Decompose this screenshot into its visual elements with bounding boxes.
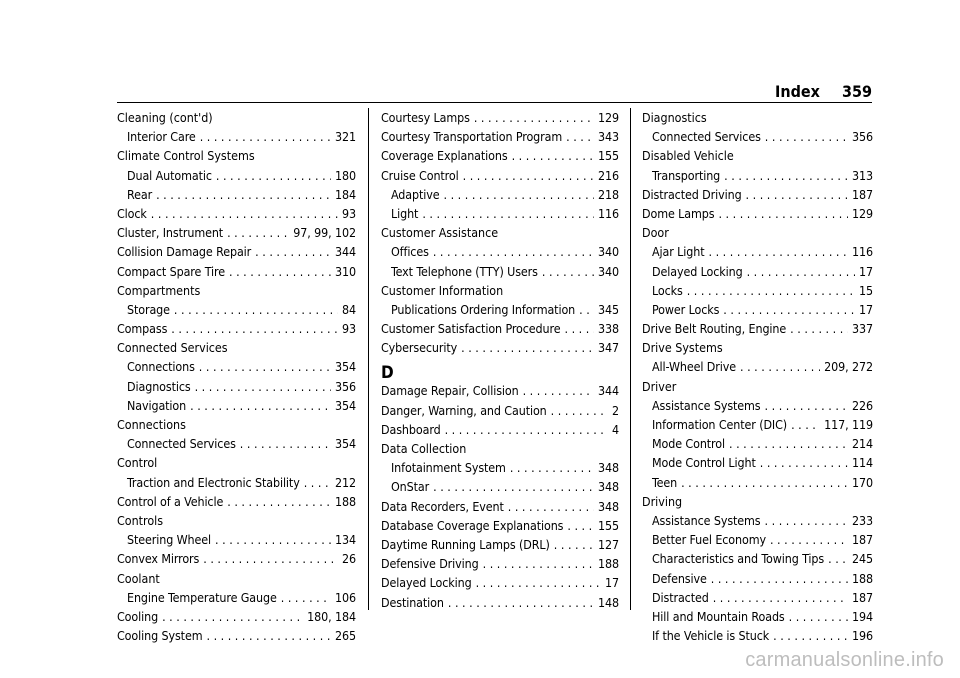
entry-page-ref: 15 — [859, 282, 873, 298]
entry-label: Distracted — [652, 589, 709, 605]
dot-leader — [463, 168, 594, 183]
dot-leader — [203, 551, 338, 566]
dot-leader — [554, 537, 594, 552]
dot-leader — [227, 225, 289, 240]
entry-label: Customer Satisfaction Procedure — [381, 321, 561, 337]
dot-leader — [765, 398, 848, 413]
index-entry — [381, 321, 619, 340]
dot-leader — [151, 206, 338, 221]
entry-label: Defensive Driving — [381, 556, 479, 572]
dot-leader — [215, 532, 331, 547]
entry-label: Infotainment System — [391, 460, 506, 476]
entry-label: Connections — [127, 359, 195, 375]
entry-label: Distracted Driving — [642, 186, 742, 202]
index-entry — [117, 551, 356, 570]
entry-page-ref: 155 — [598, 517, 619, 533]
entry-page-ref: 187 — [852, 589, 873, 605]
index-heading: Connections — [117, 417, 186, 432]
index-subentry — [381, 460, 619, 479]
index-entry — [381, 537, 619, 556]
entry-page-ref: 196 — [852, 628, 873, 644]
dot-leader — [190, 398, 331, 413]
index-heading: Climate Control Systems — [117, 148, 255, 164]
entry-label: Storage — [127, 301, 170, 317]
entry-label: Collision Damage Repair — [117, 244, 252, 260]
index-entry — [381, 340, 619, 359]
dot-leader — [765, 129, 848, 144]
index-subentry — [642, 513, 873, 532]
entry-label: Courtesy Lamps — [381, 110, 470, 125]
entry-label: Courtesy Transportation Program — [381, 129, 563, 145]
dot-leader — [508, 499, 594, 514]
index-entry — [117, 321, 356, 340]
entry-page-ref: 17 — [859, 301, 873, 317]
dot-leader — [770, 532, 848, 547]
index-entry — [117, 494, 356, 513]
footer — [0, 648, 960, 678]
entry-label: Delayed Locking — [652, 263, 743, 279]
entry-label: Publications Ordering Information — [391, 301, 576, 317]
entry-label: Hill and Mountain Roads — [652, 608, 785, 624]
dot-leader — [724, 168, 848, 183]
entry-page-ref: 17 — [859, 263, 873, 279]
entry-label: Dual Automatic — [127, 167, 212, 183]
entry-label: Delayed Locking — [381, 575, 472, 591]
dot-leader — [200, 129, 331, 144]
dot-leader — [567, 518, 594, 533]
entry-page-ref: 218 — [598, 186, 619, 202]
index-entry — [381, 383, 619, 402]
entry-label: Better Fuel Economy — [652, 532, 766, 548]
entry-page-ref: 106 — [335, 589, 356, 605]
dot-leader — [510, 460, 594, 475]
entry-page-ref: 212 — [335, 474, 356, 490]
entry-label: Connected Services — [652, 129, 761, 145]
index-subentry — [117, 129, 356, 148]
entry-page-ref: 347 — [598, 340, 619, 356]
dot-leader — [162, 609, 303, 624]
entry-label: Light — [391, 205, 419, 221]
index-letter-heading: D — [381, 363, 394, 384]
index-entry — [117, 609, 356, 628]
index-subentry — [381, 187, 619, 206]
index-heading: Controls — [117, 512, 164, 528]
dot-leader — [461, 340, 594, 355]
entry-label: Traction and Electronic Stability — [127, 474, 300, 490]
dot-leader — [199, 359, 331, 374]
entry-page-ref: 340 — [598, 244, 619, 260]
entry-page-ref: 187 — [852, 186, 873, 202]
entry-page-ref: 180, 184 — [307, 608, 356, 624]
index-subentry — [117, 168, 356, 187]
index-subentry — [642, 590, 873, 609]
index-entry — [117, 244, 356, 263]
dot-leader — [240, 436, 331, 451]
entry-page-ref: 187 — [852, 532, 873, 548]
dot-leader — [709, 244, 849, 259]
entry-label: Characteristics and Towing Tips — [652, 551, 825, 567]
entry-label: Danger, Warning, and Caution — [381, 402, 547, 418]
entry-page-ref: 180 — [335, 167, 356, 183]
index-subentry — [642, 264, 873, 283]
entry-label: Damage Repair, Collision — [381, 383, 519, 399]
entry-label: Assistance Systems — [652, 397, 761, 413]
dot-leader — [445, 422, 608, 437]
header-rule — [117, 102, 872, 103]
index-entry — [117, 206, 356, 225]
dot-leader — [566, 129, 594, 144]
index-subentry — [381, 264, 619, 283]
watermark-text[interactable]: carmanualsonline.info — [745, 649, 944, 671]
entry-page-ref: 114 — [852, 455, 873, 471]
index-entry — [381, 403, 619, 422]
index-heading: Data Collection — [381, 441, 467, 456]
entry-label: Adaptive — [391, 186, 440, 202]
dot-leader — [281, 590, 331, 605]
dot-leader — [740, 359, 820, 374]
entry-label: Teen — [652, 474, 678, 490]
entry-page-ref: 194 — [852, 608, 873, 624]
index-entry — [381, 499, 619, 518]
entry-label: Information Center (DIC) — [652, 417, 788, 432]
index-subentry — [642, 302, 873, 321]
entry-page-ref: 345 — [598, 301, 619, 317]
dot-leader — [729, 436, 848, 451]
index-subentry — [642, 532, 873, 551]
entry-page-ref: 97, 99, 102 — [293, 225, 356, 241]
entry-page-ref: 188 — [335, 493, 356, 509]
dot-leader — [542, 264, 594, 279]
entry-page-ref: 209, 272 — [824, 359, 873, 375]
dot-leader — [227, 494, 331, 509]
dot-leader — [579, 302, 594, 317]
index-heading: Driving — [642, 493, 683, 509]
page-header — [775, 82, 872, 101]
entry-label: Dashboard — [381, 421, 441, 437]
entry-label: Defensive — [652, 570, 707, 586]
dot-leader — [765, 513, 848, 528]
entry-label: OnStar — [391, 479, 430, 495]
index-entry — [117, 628, 356, 647]
index-subentry — [117, 532, 356, 551]
index-entry — [117, 225, 356, 244]
entry-page-ref: 343 — [598, 129, 619, 145]
column-divider — [368, 108, 369, 610]
entry-label: Locks — [652, 282, 683, 298]
index-heading: Coolant — [117, 570, 160, 586]
index-entry — [642, 206, 873, 225]
dot-leader — [171, 321, 338, 336]
dot-leader — [174, 302, 338, 317]
entry-page-ref: 116 — [598, 205, 619, 221]
entry-label: Navigation — [127, 397, 187, 413]
entry-label: Cybersecurity — [381, 340, 458, 356]
entry-label: Drive Belt Routing, Engine — [642, 321, 787, 337]
entry-page-ref: 226 — [852, 397, 873, 413]
dot-leader — [255, 244, 331, 259]
dot-leader — [304, 475, 331, 490]
entry-page-ref: 348 — [598, 479, 619, 495]
entry-label: Ajar Light — [652, 244, 705, 260]
entry-label: Compass — [117, 321, 168, 337]
dot-leader — [216, 168, 331, 183]
index-entry — [381, 168, 619, 187]
index-subentry — [381, 206, 619, 225]
entry-label: Daytime Running Lamps (DRL) — [381, 536, 550, 552]
index-heading: Driver — [642, 378, 677, 394]
entry-label: If the Vehicle is Stuck — [652, 628, 770, 644]
dot-leader — [229, 264, 331, 279]
index-subentry — [642, 417, 873, 436]
entry-page-ref: 93 — [342, 205, 356, 221]
section-title: Index — [775, 82, 820, 101]
entry-page-ref: 170 — [852, 474, 873, 490]
entry-label: Assistance Systems — [652, 512, 761, 528]
entry-page-ref: 245 — [852, 551, 873, 567]
entry-page-ref: 337 — [852, 321, 873, 337]
index-heading: Connected Services — [117, 340, 228, 356]
dot-leader — [687, 283, 855, 298]
entry-page-ref: 188 — [852, 570, 873, 586]
entry-page-ref: 216 — [598, 167, 619, 183]
entry-page-ref: 310 — [335, 263, 356, 279]
index-heading: Customer Assistance — [381, 225, 499, 241]
entry-page-ref: 348 — [598, 498, 619, 514]
entry-page-ref: 354 — [335, 397, 356, 413]
entry-page-ref: 354 — [335, 436, 356, 452]
entry-page-ref: 129 — [852, 205, 873, 221]
dot-leader — [195, 379, 331, 394]
index-subentry — [117, 436, 356, 455]
entry-page-ref: 214 — [852, 436, 873, 452]
entry-page-ref: 155 — [598, 148, 619, 164]
index-heading: Control — [117, 455, 158, 471]
entry-page-ref: 116 — [852, 244, 873, 260]
entry-label: Cruise Control — [381, 167, 459, 183]
entry-label: Mode Control Light — [652, 455, 756, 471]
entry-label: Rear — [127, 186, 153, 202]
index-heading: Compartments — [117, 282, 201, 298]
index-heading: Drive Systems — [642, 340, 723, 356]
index-column-1 — [117, 110, 356, 647]
entry-page-ref: 340 — [598, 263, 619, 279]
index-subentry — [381, 479, 619, 498]
index-subentry — [117, 379, 356, 398]
index-entry — [381, 129, 619, 148]
entry-label: Data Recorders, Event — [381, 498, 504, 514]
entry-label: Text Telephone (TTY) Users — [391, 263, 538, 279]
entry-page-ref: 93 — [342, 321, 356, 337]
index-subentry — [642, 571, 873, 590]
entry-label: Power Locks — [652, 301, 720, 317]
entry-page-ref: 188 — [598, 556, 619, 572]
dot-leader — [564, 321, 594, 336]
entry-label: Mode Control — [652, 436, 725, 452]
entry-label: Compact Spare Tire — [117, 263, 225, 279]
entry-page-ref: 344 — [598, 383, 619, 399]
dot-leader — [789, 609, 848, 624]
entry-label: Diagnostics — [127, 378, 191, 394]
index-entry — [381, 575, 619, 594]
entry-page-ref: 265 — [335, 628, 356, 644]
dot-leader — [713, 590, 848, 605]
index-heading: Cleaning (cont'd) — [117, 110, 213, 125]
index-subentry — [117, 359, 356, 378]
entry-page-ref: 321 — [335, 129, 356, 145]
entry-label: Coverage Explanations — [381, 148, 508, 164]
dot-leader — [156, 187, 331, 202]
index-subentry — [642, 129, 873, 148]
entry-label: Clock — [117, 205, 147, 221]
index-heading: Customer Information — [381, 282, 504, 298]
entry-page-ref: 354 — [335, 359, 356, 375]
entry-label: Offices — [391, 244, 429, 260]
page-number: 359 — [841, 82, 872, 101]
index-entry — [381, 110, 619, 129]
index-subentry — [381, 302, 619, 321]
dot-leader — [790, 321, 848, 336]
entry-label: Cluster, Instrument — [117, 225, 224, 241]
index-heading: Door — [642, 225, 669, 241]
dot-leader — [422, 206, 594, 221]
entry-page-ref: 17 — [605, 575, 619, 591]
index-subentry — [642, 436, 873, 455]
index-subentry — [117, 302, 356, 321]
index-subentry — [642, 244, 873, 263]
entry-label: Control of a Vehicle — [117, 493, 224, 509]
index-subentry — [642, 359, 873, 378]
index-subentry — [642, 609, 873, 628]
index-column-2 — [381, 110, 619, 614]
entry-label: Database Coverage Explanations — [381, 517, 564, 533]
entry-label: Engine Temperature Gauge — [127, 589, 277, 605]
entry-page-ref: 26 — [342, 551, 356, 567]
dot-leader — [512, 148, 594, 163]
dot-leader — [723, 302, 855, 317]
dot-leader — [711, 571, 848, 586]
index-subentry — [642, 455, 873, 474]
entry-page-ref: 184 — [335, 186, 356, 202]
entry-page-ref: 2 — [612, 402, 619, 418]
index-entry — [381, 422, 619, 441]
index-entry — [381, 595, 619, 614]
index-entry — [381, 556, 619, 575]
entry-page-ref: 84 — [342, 301, 356, 317]
entry-page-ref: 356 — [852, 129, 873, 145]
index-subentry — [642, 551, 873, 570]
index-subentry — [642, 168, 873, 187]
entry-label: Dome Lamps — [642, 205, 715, 221]
dot-leader — [523, 383, 594, 398]
index-subentry — [642, 628, 873, 647]
dot-leader — [791, 417, 820, 432]
dot-leader — [476, 575, 601, 590]
entry-page-ref: 356 — [335, 378, 356, 394]
index-entry — [642, 187, 873, 206]
dot-leader — [483, 556, 594, 571]
dot-leader — [444, 187, 595, 202]
entry-page-ref: 313 — [852, 167, 873, 183]
index-subentry — [642, 475, 873, 494]
index-heading: Diagnostics — [642, 110, 707, 125]
dot-leader — [718, 206, 848, 221]
index-subentry — [117, 475, 356, 494]
entry-page-ref: 127 — [598, 536, 619, 552]
dot-leader — [551, 403, 608, 418]
index-subentry — [381, 244, 619, 263]
index-entry — [117, 264, 356, 283]
entry-label: Convex Mirrors — [117, 551, 200, 567]
dot-leader — [828, 551, 848, 566]
entry-label: Interior Care — [127, 129, 196, 145]
index-subentry — [117, 398, 356, 417]
entry-page-ref: 4 — [612, 421, 619, 437]
entry-label: Cooling — [117, 608, 159, 624]
index-column-3 — [642, 110, 873, 647]
dot-leader — [433, 244, 594, 259]
entry-label: Connected Services — [127, 436, 236, 452]
entry-label: Transporting — [652, 167, 721, 183]
entry-page-ref: 129 — [598, 110, 619, 125]
entry-page-ref: 233 — [852, 512, 873, 528]
entry-page-ref: 338 — [598, 321, 619, 337]
entry-page-ref: 148 — [598, 594, 619, 610]
dot-leader — [474, 110, 594, 125]
index-subentry — [642, 283, 873, 302]
index-heading: Disabled Vehicle — [642, 148, 734, 164]
entry-label: Cooling System — [117, 628, 203, 644]
column-divider — [630, 108, 631, 610]
entry-page-ref: 117, 119 — [824, 417, 873, 432]
entry-page-ref: 348 — [598, 460, 619, 476]
dot-leader — [448, 595, 594, 610]
index-entry — [642, 321, 873, 340]
dot-leader — [773, 628, 848, 643]
index-subentry — [117, 187, 356, 206]
index-subentry — [642, 398, 873, 417]
dot-leader — [433, 479, 594, 494]
dot-leader — [746, 187, 848, 202]
entry-label: Destination — [381, 594, 444, 610]
index-subentry — [117, 590, 356, 609]
dot-leader — [747, 264, 855, 279]
entry-label: All-Wheel Drive — [652, 359, 737, 375]
entry-page-ref: 344 — [335, 244, 356, 260]
index-entry — [381, 518, 619, 537]
dot-leader — [206, 628, 331, 643]
entry-page-ref: 134 — [335, 532, 356, 548]
dot-leader — [760, 455, 848, 470]
index-entry — [381, 148, 619, 167]
entry-label: Steering Wheel — [127, 532, 212, 548]
dot-leader — [681, 475, 848, 490]
